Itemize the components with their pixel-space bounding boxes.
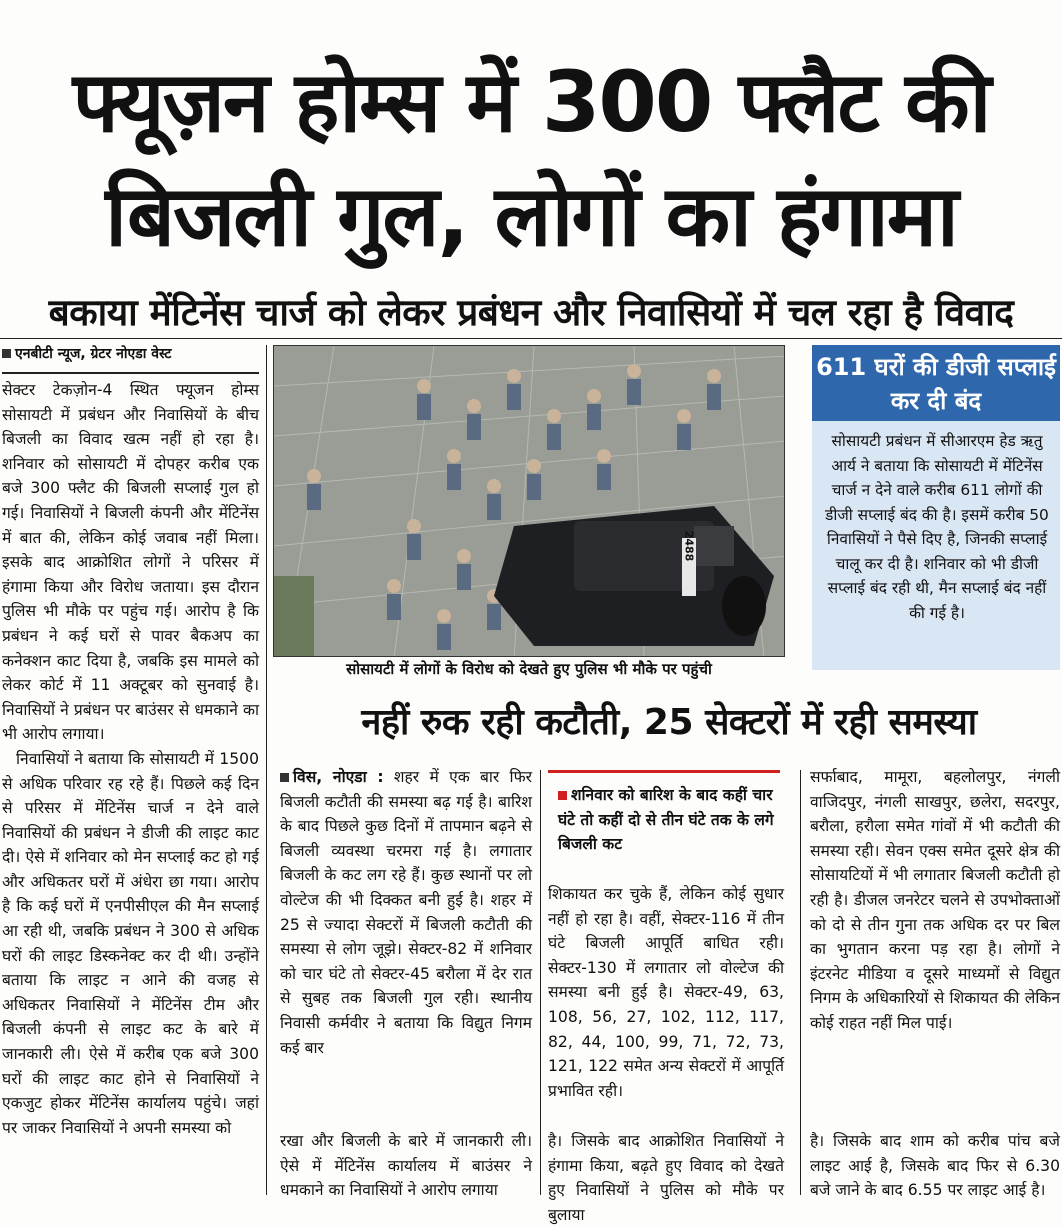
main-story-paragraph-2: निवासियों ने बताया कि सोसायटी में 1500 से अधिक परिवार रह रहे हैं। पिछले कई दिन से परिसर में मेंटिनेंस चार्ज न देने वाले निवासियों की प्रबंधन ने डीजी की लाइट काट दी। ऐसे में शनिवार को मेन सप्लाई कट हो गई और अधिकतर घरों में अंधेरा छा गया। आरोप है कि कई घरों में एनपीसीएल की मैन सप्लाई आ रही थी, जबकि प्रबंधन ने 300 से अधिक घरों की लाइट डिस्कनेक्ट कर दी थी। उन्होंने बताया कि लाइट न आने की वजह से अधिकतर निवासियों ने मेंटिनेंस टीम और बिजली कंपनी से लाइट कट के बारे में जानकारी ली। ऐसे में करीब एक बजे 300 घरों की लाइट काट होने से निवासियों ने एकजुट होकर मेंटिनेंस कार्यालय पहुंचे। जहां पर जाकर निवासियों ने अपनी समस्या को (2, 749, 259, 1137)
byline: एनबीटी न्यूज, ग्रेटर नोएडा वेस्ट (2, 344, 259, 364)
subheadline: बकाया मेंटिनेंस चार्ज को लेकर प्रबंधन और निवासियों में चल रहा है विवाद (48, 291, 1014, 334)
photo-caption: सोसायटी में लोगों के विरोध को देखते हुए पुलिस भी मौके पर पहुंची (346, 660, 712, 678)
sidebar-box (812, 345, 1060, 670)
second-story-headline: नहीं रुक रही कटौती, 25 सेक्टरों में रही समस्या (361, 702, 977, 743)
svg-text:2488: 2488 (682, 530, 696, 562)
bullet-square-icon (558, 791, 567, 800)
main-story-continuation: रखा और बिजली के बारे में जानकारी ली। ऐसे में मेंटिनेंस कार्यालय में बाउंसर ने धमकाने का निवासियों ने आरोप लगाया (280, 1132, 532, 1200)
sidebar-heading: 611 घरों की डीजी सप्लाई कर दी बंद (812, 345, 1060, 421)
crowd-photo-illustration (274, 346, 785, 657)
main-story-paragraph-1: सेक्टर टेकज़ोन-4 स्थित फ्यूजन होम्स सोसायटी में प्रबंधन और निवासियों के बीच बिजली का विवाद खत्म नहीं हो रहा है। शनिवार को सोसायटी में दोपहर करीब एक बजे 300 फ्लैट की बिजली सप्लाई गुल हो गई। निवासियों ने बिजली कंपनी और मेंटिनेंस में बात की, लेकिन कोई जवाब नहीं मिला। इसके बाद आक्रोशित लोगों ने परिसर में हंगामा किया और विरोध जताया। इस दौरान पुलिस भी मौके पर पहुंच गई। आरोप है कि प्रबंधन ने कई घरों से पावर बैकअप का कनेक्शन काट दिया है, जबकि इस मामले को लेकर कोर्ट में 11 अक्टूबर को सुनवाई है। निवासियों ने प्रबंधन पर बाउंसर से धमकाने का भी आरोप लगाया। (2, 381, 259, 744)
column-rule (800, 770, 801, 1195)
column-rule (540, 770, 541, 1195)
second-story-column-3: सर्फाबाद, मामूरा, बहलोलपुर, नंगली वाजिदपुर, नंगली साखपुर, छलेरा, सदरपुर, बरौला, हरौला समेत गांवों में भी कटौती की समस्या रही। सेवन एक्स समेत दूसरे क्षेत्र की सोसायटियों में भी लगातार बिजली कटौती हो रही है। डीजल जनरेटर चलने से उपभोक्ताओं को दो से तीन गुना तक अधिक दर पर बिल का भुगतान करना पड़ रहा है। लोगों ने इंटरनेट मीडिया व दूसरे माध्यमों से विद्युत निगम के अधिकारियों से शिकायत की लेकिन कोई राहत नहीं मिल पाई। (810, 768, 1060, 1032)
column-rule (266, 345, 267, 1195)
second-story-column-3-bottom: है। जिसके बाद शाम को करीब पांच बजे लाइट आई है, जिसके बाद फिर से 6.30 बजे जाने के बाद 6.55 पर लाइट आई है। (810, 1132, 1060, 1200)
second-story-text-1: विस, नोएडा : शहर में एक बार फिर बिजली कटौती की समस्या बढ़ गई है। बारिश के बाद पिछले कुछ दिनों में तापमान बढ़ने से बिजली व्यवस्था चरमरा गई है। लगातार बिजली के कट लग रहे हैं। कुछ स्थानों पर लो वोल्टेज की भी दिक्कत बनी हुई है। शहर में 25 से ज्यादा सेक्टरों में बिजली कटौती की समस्या से लोग जूझे। सेक्टर-82 में शनिवार को चार घंटे तो सेक्टर-45 बरौला में देर रात से सुबह तक बिजली गुल रही। स्थानीय निवासी कर्मवीर ने बताया कि विद्युत निगम कई बार (280, 768, 532, 1057)
sidebar-body: सोसायटी प्रबंधन में सीआरएम हेड ऋतु आर्य ने बताया कि सोसायटी में मेंटिनेंस चार्ज न देने वाले करीब 611 लोगों की डीजी सप्लाई बंद की है। इसमें करीब 50 निवासियों ने पैसे दिए है, जिनकी सप्लाई चालू कर दी है। शनिवार को भी डीजी सप्लाई बंद रही थी, मैन सप्लाई बंद नहीं की गई है। (825, 432, 1049, 622)
second-story-column-1 (280, 765, 532, 1060)
byline-rule (2, 372, 259, 374)
main-story-column (2, 344, 259, 1200)
bullet-square-icon (280, 773, 289, 782)
headline-line-2: बिजली गुल, लोगों का हंगामा (105, 167, 957, 265)
second-story-column-2-bottom: है। जिसके बाद आक्रोशित निवासियों ने हंगामा किया, बढ़ते हुए विवाद को देखते हुए निवासियों ने पुलिस को मौके पर बुलाया (548, 1132, 784, 1224)
news-photo (273, 345, 785, 657)
bullet-square-icon (2, 349, 11, 358)
headline-line-1: फ्यूज़न होम्स में 300 फ्लैट की (72, 53, 990, 151)
pull-quote: शनिवार को बारिश के बाद कहीं चार घंटे तो कहीं दो से तीन घंटे तक के लगे बिजली कट (548, 770, 780, 870)
police-jeep-illustration (494, 506, 774, 646)
divider (0, 338, 1062, 339)
second-story-column-2: शिकायत कर चुके हैं, लेकिन कोई सुधार नहीं हो रहा है। वहीं, सेक्टर-116 में तीन घंटे बिजली आपूर्ति बाधित रही। सेक्टर-130 में लगातार लो वोल्टेज की समस्या बनी हुई है। सेक्टर-49, 63, 108, 56, 27, 102, 112, 117, 82, 44, 100, 99, 71, 72, 73, 121, 122 समेत अन्य सेक्टरों में आपूर्ति प्रभावित रही। (548, 885, 784, 1100)
